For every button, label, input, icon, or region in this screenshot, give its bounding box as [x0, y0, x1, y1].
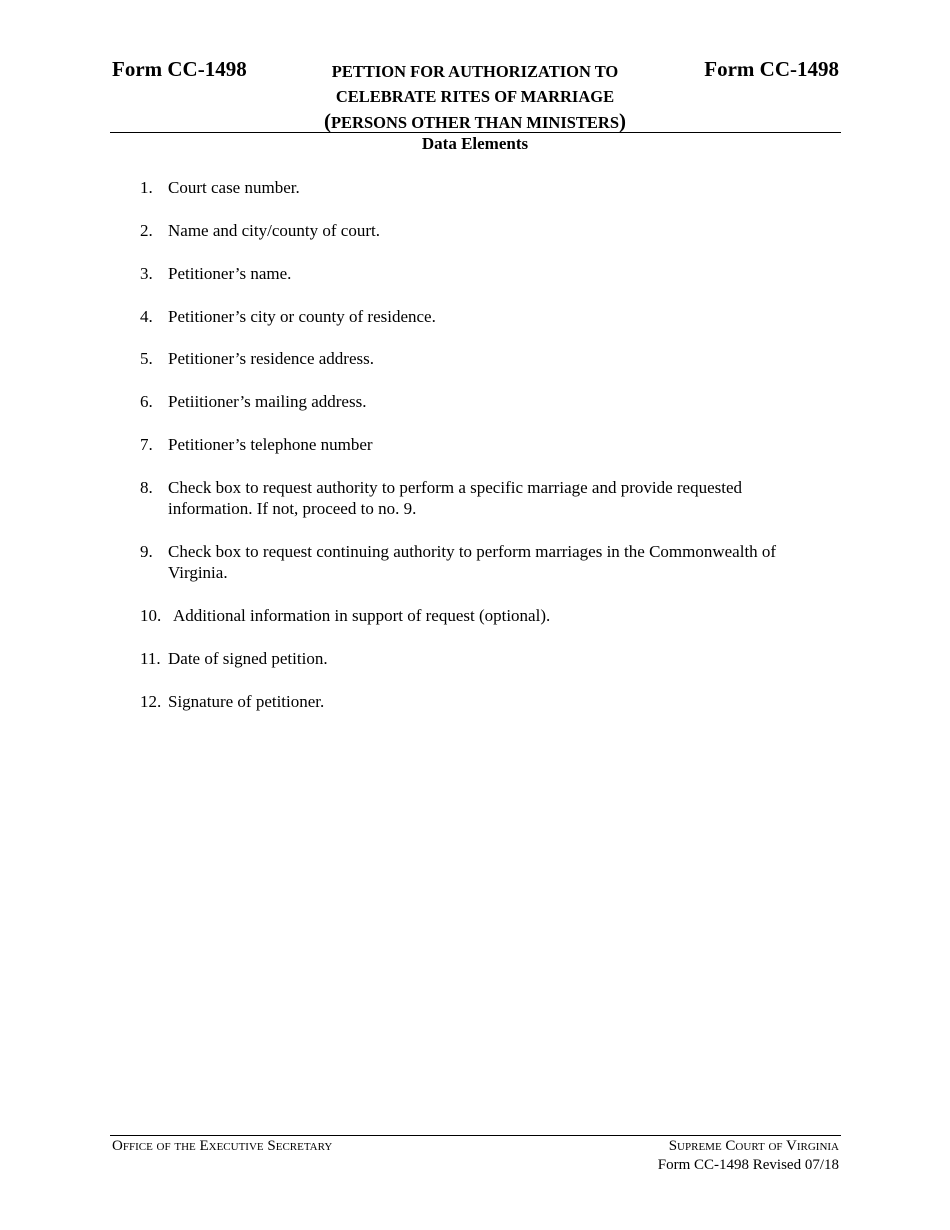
- item-text: [168, 477, 848, 519]
- item-number: 7.: [140, 435, 153, 454]
- item-number: 3.: [140, 264, 153, 283]
- item-text: Court case number.: [168, 178, 300, 197]
- title-line-3-text: PERSONS OTHER THAN MINISTERS: [330, 113, 620, 132]
- item-number: 10.: [140, 606, 162, 625]
- item-text: [168, 541, 848, 583]
- item-text-line-2: Virginia.: [168, 563, 228, 582]
- footer-court: Supreme Court of Virginia: [668, 1138, 839, 1154]
- footer-office: Office of the Executive Secretary: [112, 1138, 333, 1154]
- section-subtitle: Data Elements: [421, 134, 529, 153]
- item-number: 12.: [140, 692, 162, 711]
- title-line-2: CELEBRATE RITES OF MARRIAGE: [335, 87, 615, 106]
- title-open-paren: (: [323, 109, 331, 133]
- item-text: Additional information in support of request (optional).: [173, 606, 551, 625]
- document-title: [275, 59, 675, 135]
- item-text-line-1: Check box to request authority to perform a specific marriage and provide requested: [168, 478, 743, 497]
- item-number: 8.: [140, 478, 153, 497]
- item-text: Name and city/county of court.: [168, 221, 380, 240]
- form-number-right: Form CC-1498: [704, 57, 839, 81]
- item-number: 1.: [140, 178, 153, 197]
- item-number: 4.: [140, 307, 153, 326]
- title-line-1: PETTION FOR AUTHORIZATION TO: [331, 62, 619, 81]
- header-divider: [110, 132, 841, 133]
- item-number: 2.: [140, 221, 153, 240]
- item-number: 6.: [140, 392, 153, 411]
- item-text: Petitioner’s residence address.: [168, 349, 374, 368]
- item-text: Signature of petitioner.: [168, 692, 325, 711]
- item-text-line-1: Check box to request continuing authority to perform marriages in the Commonwealth of: [168, 542, 777, 561]
- item-number: 5.: [140, 349, 153, 368]
- title-close-paren: ): [619, 109, 627, 133]
- item-text-line-2: information. If not, proceed to no. 9.: [168, 499, 417, 518]
- item-text: Petitioner’s name.: [168, 264, 292, 283]
- item-text: Date of signed petition.: [168, 649, 328, 668]
- item-text: Petiitioner’s mailing address.: [168, 392, 367, 411]
- footer-form-revision: Form CC-1498 Revised 07/18: [657, 1157, 839, 1173]
- item-text: Petitioner’s telephone number: [168, 435, 373, 454]
- item-text: Petitioner’s city or county of residence.: [168, 307, 436, 326]
- item-number: 9.: [140, 542, 153, 561]
- footer-divider: [110, 1135, 841, 1136]
- item-number: 11.: [140, 649, 161, 668]
- form-number-left: Form CC-1498: [112, 57, 247, 81]
